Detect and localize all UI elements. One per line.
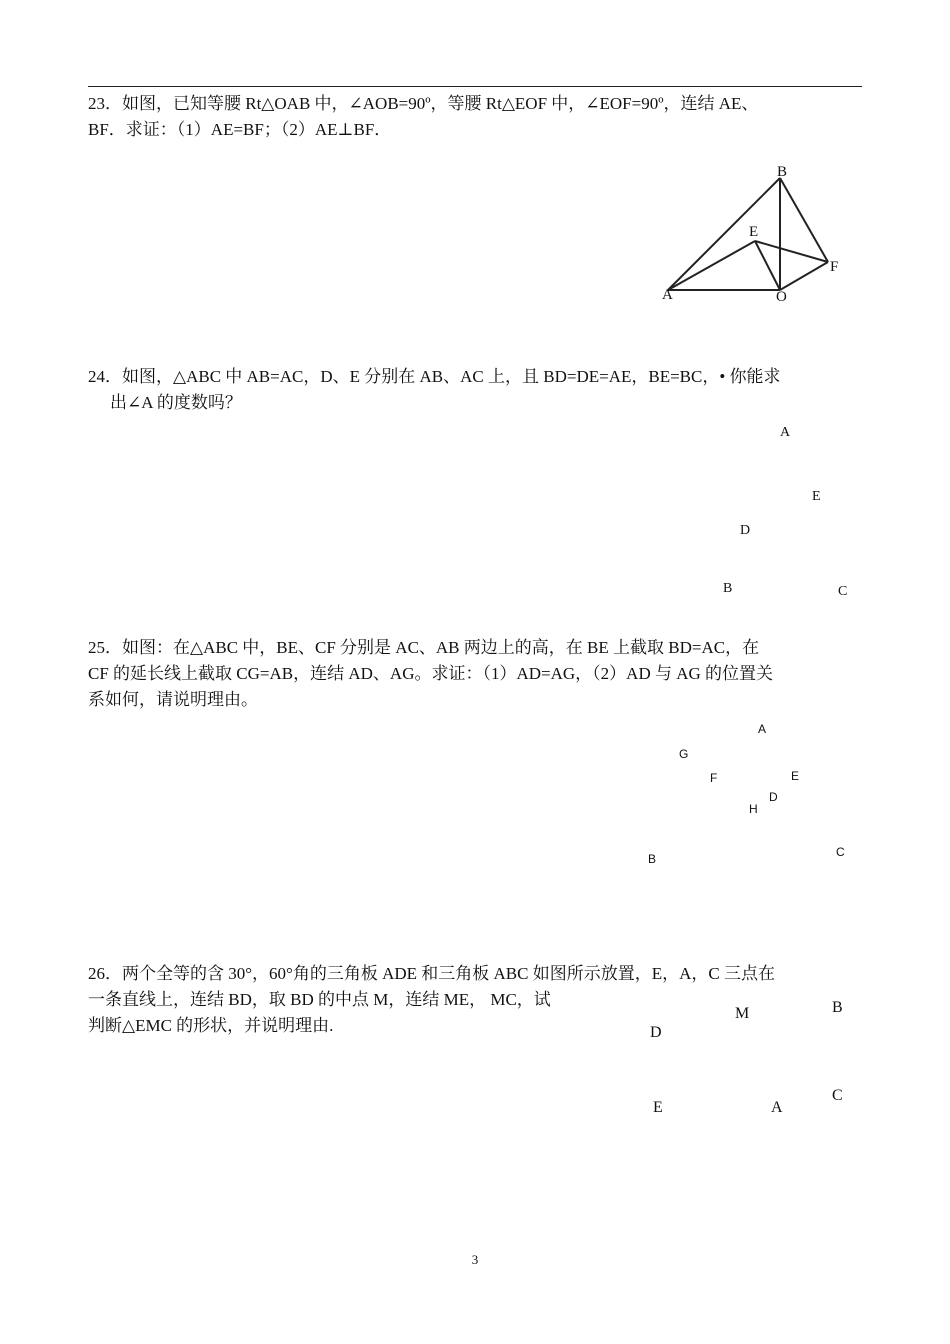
label-24-E: E (812, 489, 821, 504)
label-23-E: E (749, 224, 759, 240)
label-25-C: C (836, 845, 845, 859)
label-23-O: O (776, 289, 787, 305)
label-26-C: C (832, 1087, 843, 1104)
label-24-C: C (838, 584, 848, 599)
label-26-A: A (771, 1099, 783, 1116)
problem-26 (88, 961, 775, 1039)
problem-24-line-2: 出∠A 的度数吗？ (110, 393, 242, 412)
problem-23-line-2: BF．求证：（1）AE=BF；（2）AE⊥BF． (88, 120, 392, 139)
label-23-A: A (662, 287, 673, 303)
label-23-F: F (830, 259, 839, 275)
label-26-B: B (832, 999, 843, 1016)
page-number: 3 (471, 1252, 479, 1267)
label-25-D: D (769, 790, 778, 804)
problem-24 (88, 364, 862, 416)
problem-25-line-2: CF 的延长线上截取 CG=AB，连结 AD、AG。求证：（1）AD=AG，（2）AD 与 AG 的位置关 (88, 664, 774, 683)
label-25-A: A (758, 722, 767, 736)
problem-25 (88, 635, 862, 713)
label-25-F: F (710, 771, 718, 785)
label-26-M: M (735, 1005, 750, 1022)
problem-25-line-3: 系如何，请说明理由。 (88, 690, 258, 709)
problem-26-line-3: 判断△EMC 的形状，并说明理由. (88, 1016, 334, 1035)
label-25-E: E (791, 769, 800, 783)
problem-26-line-2: 一条直线上，连结 BD，取 BD 的中点 M，连结 ME， MC，试 (88, 990, 551, 1009)
problem-24-line-1: 24．如图，△ABC 中 AB=AC，D、E 分别在 AB、AC 上，且 BD=DE=AE，BE=BC，• 你能求 (88, 367, 781, 386)
label-23-B: B (777, 164, 788, 180)
label-25-H: H (749, 802, 758, 816)
label-26-E: E (653, 1099, 663, 1116)
label-24-D: D (740, 523, 751, 538)
problem-25-line-1: 25．如图：在△ABC 中，BE、CF 分别是 AC、AB 两边上的高，在 BE 上截取 BD=AC，在 (88, 638, 760, 657)
label-24-A: A (780, 425, 791, 440)
label-25-G: G (679, 747, 689, 761)
label-26-D: D (650, 1024, 662, 1041)
label-24-B: B (723, 581, 733, 596)
label-25-B: B (648, 852, 657, 866)
problem-23-line-1: 23．如图，已知等腰 Rt△OAB 中，∠AOB=90º，等腰 Rt△EOF 中，∠EOF=90º，连结 AE、 (88, 94, 759, 113)
problem-26-line-1: 26．两个全等的含 30°，60°角的三角板 ADE 和三角板 ABC 如图所示放置，E，A，C 三点在 (88, 964, 775, 983)
